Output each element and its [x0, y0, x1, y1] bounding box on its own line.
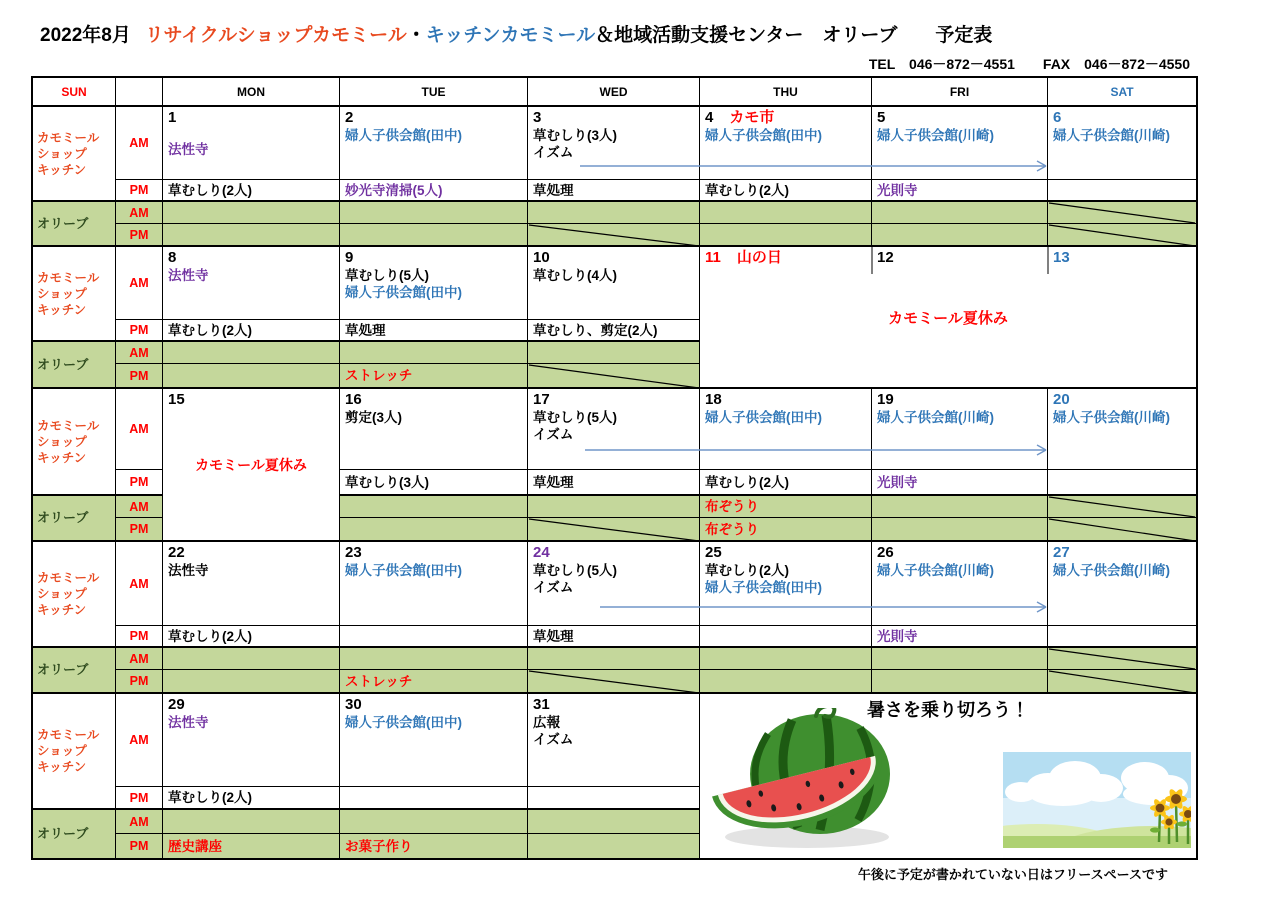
day-4-pm-cell: [700, 180, 872, 202]
summer-break-merged-cell: [700, 247, 1196, 389]
day-number-13: 13: [1053, 249, 1070, 266]
day-23-pm-cell: [340, 626, 528, 648]
am-row-label: AM: [116, 694, 163, 787]
opm-row-label: PM: [116, 224, 163, 247]
sunflower-field-illustration: [1003, 752, 1191, 848]
contact-phone-fax: TEL 046－872－4551 FAX 046－872－4550: [868, 56, 1190, 72]
day-17-olive-pm-cell: [528, 518, 700, 542]
day-23-olive-am-cell: [340, 648, 528, 670]
day-9-am-cell: [340, 247, 528, 320]
day-number-15: 15: [168, 391, 185, 408]
event-entry: 婦人子供会館(川崎): [877, 410, 994, 425]
monday-summer-break-merged-cell: [163, 389, 340, 542]
day-10-olive-am-cell: [528, 342, 700, 364]
day-number-31: 31: [533, 696, 550, 713]
day-30-pm-cell: [340, 787, 528, 810]
day-10-pm-cell: [528, 320, 700, 342]
kamomile-label-line: カモミール: [37, 728, 100, 742]
pm-row-label: PM: [116, 470, 163, 496]
day-number-3: 3: [533, 109, 542, 126]
day-1-olive-pm-cell: [163, 224, 340, 247]
day-18-olive-am-cell: [700, 496, 872, 518]
event-entry: 剪定(3人): [345, 410, 402, 425]
day-5-pm-cell: [872, 180, 1048, 202]
header-SUN: SUN: [33, 78, 116, 107]
am-row-label: AM: [116, 389, 163, 470]
day-3-olive-am-cell: [528, 202, 700, 224]
event-entry: 布ぞうり: [705, 521, 759, 537]
event-entry: 婦人子供会館(田中): [345, 128, 462, 143]
day-5-olive-am-cell: [872, 202, 1048, 224]
day-2-olive-am-cell: [340, 202, 528, 224]
day-18-pm-cell: [700, 470, 872, 496]
kamomile-group-label: [33, 247, 116, 342]
kamomile-label-line: キッチン: [37, 760, 87, 774]
event-entry: 草むしり(5人): [533, 410, 617, 425]
event-entry: 草むしり(2人): [705, 563, 789, 578]
title-month: 2022年8月: [40, 25, 131, 46]
day-29-pm-cell: [163, 787, 340, 810]
title-shop-name: リサイクルショップカモミール: [144, 25, 407, 46]
header-TUE: TUE: [340, 78, 528, 107]
event-entry: 草むしり(2人): [168, 182, 252, 198]
day-24-pm-cell: [528, 626, 700, 648]
day-number-16: 16: [345, 391, 362, 408]
event-entry: 婦人子供会館(川崎): [1053, 128, 1170, 143]
event-entry: 婦人子供会館(田中): [705, 580, 822, 595]
day-number-9: 9: [345, 249, 354, 266]
header-ampm-column: [116, 78, 163, 107]
day-number-23: 23: [345, 544, 362, 561]
day-number-6: 6: [1053, 109, 1062, 126]
day-16-pm-cell: [340, 470, 528, 496]
event-entry: 法性寺: [168, 715, 209, 730]
day-18-am-cell: [700, 389, 872, 470]
kamomile-group-label: [33, 542, 116, 648]
event-entry: 婦人子供会館(川崎): [1053, 563, 1170, 578]
event-entry: 婦人子供会館(田中): [705, 410, 822, 425]
day-2-am-cell: [340, 107, 528, 180]
day-23-olive-pm-cell: [340, 670, 528, 694]
day-10-olive-pm-cell: [528, 364, 700, 389]
header-FRI: FRI: [872, 78, 1048, 107]
day-number-11: 11 山の日: [705, 249, 782, 266]
kamomile-label-line: カモミール: [37, 270, 100, 285]
event-entry: 布ぞうり: [705, 499, 759, 514]
holiday-label: 山の日: [736, 249, 782, 266]
opm-row-label: PM: [116, 670, 163, 694]
day-9-olive-am-cell: [340, 342, 528, 364]
day-number-8: 8: [168, 249, 177, 266]
day-number-17: 17: [533, 391, 550, 408]
event-entry: 草むしり(2人): [168, 322, 252, 338]
olive-group-label: オリーブ: [33, 810, 116, 858]
day-17-pm-cell: [528, 470, 700, 496]
event-entry: ストレッチ: [345, 673, 413, 689]
day-1-pm-cell: [163, 180, 340, 202]
day-23-am-cell: [340, 542, 528, 626]
kamomile-group-label: [33, 107, 116, 202]
day-number-2: 2: [345, 109, 354, 126]
banner-merged-cell: [700, 694, 1196, 858]
holiday-label: カモ市: [729, 109, 775, 126]
day-number-19: 19: [877, 391, 894, 408]
day-19-olive-pm-cell: [872, 518, 1048, 542]
day-31-am-cell: [528, 694, 700, 787]
day-3-olive-pm-cell: [528, 224, 700, 247]
event-entry: ストレッチ: [345, 368, 413, 383]
event-entry: 婦人子供会館(川崎): [877, 563, 994, 578]
event-entry: 婦人子供会館(川崎): [1053, 410, 1170, 425]
event-entry: 草むしり(2人): [705, 474, 789, 490]
header-THU: THU: [700, 78, 872, 107]
kamomile-label-line: ショップ: [37, 146, 87, 161]
footer-note: 午後に予定が書かれていない日はフリースペースです: [857, 867, 1168, 882]
oam-row-label: AM: [116, 810, 163, 834]
event-entry: 草むしり(4人): [533, 268, 617, 283]
day-number-4: 4 カモ市: [705, 109, 775, 126]
event-entry: 法性寺: [168, 142, 209, 157]
day-31-olive-am-cell: [528, 810, 700, 834]
pm-row-label: PM: [116, 180, 163, 202]
day-6-pm-cell: [1048, 180, 1196, 202]
day-6-olive-pm-cell: [1048, 224, 1196, 247]
day-27-am-cell: [1048, 542, 1196, 626]
day-24-am-cell: [528, 542, 700, 626]
day-9-olive-pm-cell: [340, 364, 528, 389]
page-title: [40, 20, 992, 47]
header-WED: WED: [528, 78, 700, 107]
day-26-pm-cell: [872, 626, 1048, 648]
day-number-26: 26: [877, 544, 894, 561]
event-entry: 草処理: [533, 628, 574, 644]
event-entry: 法性寺: [168, 563, 209, 578]
event-entry: 草むしり(2人): [168, 790, 252, 805]
oam-row-label: AM: [116, 496, 163, 518]
olive-group-label: オリーブ: [33, 496, 116, 542]
am-row-label: AM: [116, 542, 163, 626]
day-16-olive-am-cell: [340, 496, 528, 518]
event-entry: イズム: [533, 427, 574, 442]
day-8-olive-am-cell: [163, 342, 340, 364]
opm-row-label: PM: [116, 364, 163, 389]
day-30-olive-am-cell: [340, 810, 528, 834]
day-26-olive-am-cell: [872, 648, 1048, 670]
day-16-am-cell: [340, 389, 528, 470]
day-22-am-cell: [163, 542, 340, 626]
day-8-pm-cell: [163, 320, 340, 342]
day-number-5: 5: [877, 109, 886, 126]
day-number-20: 20: [1053, 391, 1070, 408]
kamomile-label-line: カモミール: [37, 571, 100, 585]
day-22-olive-am-cell: [163, 648, 340, 670]
day-2-pm-cell: [340, 180, 528, 202]
event-entry: 草むしり(5人): [345, 268, 429, 283]
day-31-pm-cell: [528, 787, 700, 810]
event-entry: イズム: [533, 145, 574, 160]
day-27-olive-am-cell: [1048, 648, 1196, 670]
day-number-30: 30: [345, 696, 362, 713]
event-entry: 歴史講座: [168, 838, 222, 854]
day-9-pm-cell: [340, 320, 528, 342]
day-3-am-cell: [528, 107, 700, 180]
event-entry: 婦人子供会館(田中): [345, 715, 462, 730]
day-number-1: 1: [168, 109, 177, 126]
day-4-olive-pm-cell: [700, 224, 872, 247]
event-entry: 広報: [533, 715, 560, 730]
day-24-olive-am-cell: [528, 648, 700, 670]
oam-row-label: AM: [116, 342, 163, 364]
day-19-olive-am-cell: [872, 496, 1048, 518]
day-20-pm-cell: [1048, 470, 1196, 496]
event-entry: 草むしり(5人): [533, 563, 617, 578]
day-31-olive-pm-cell: [528, 834, 700, 858]
day-number-29: 29: [168, 696, 185, 713]
day-5-olive-pm-cell: [872, 224, 1048, 247]
day-30-olive-pm-cell: [340, 834, 528, 858]
kamomile-group-label: [33, 694, 116, 810]
day-25-pm-cell: [700, 626, 872, 648]
am-row-label: AM: [116, 107, 163, 180]
day-29-am-cell: [163, 694, 340, 787]
event-entry: 草むしり(2人): [705, 182, 789, 198]
summer-break-text: カモミール夏休み: [195, 456, 307, 473]
day-22-pm-cell: [163, 626, 340, 648]
day-20-olive-pm-cell: [1048, 518, 1196, 542]
event-entry: 婦人子供会館(田中): [345, 285, 462, 300]
event-entry: 光則寺: [877, 182, 918, 198]
event-entry: 草処理: [533, 182, 574, 198]
event-entry: 妙光寺清掃(5人): [345, 182, 443, 198]
opm-row-label: PM: [116, 834, 163, 858]
kamomile-label-line: キッチン: [37, 302, 87, 317]
kamomile-label-line: ショップ: [37, 744, 87, 758]
kamomile-label-line: キッチン: [37, 162, 87, 177]
pm-row-label: PM: [116, 626, 163, 648]
oam-row-label: AM: [116, 202, 163, 224]
title-kitchen-name: キッチンカモミール: [425, 25, 596, 46]
header-SAT: SAT: [1048, 78, 1196, 107]
day-24-olive-pm-cell: [528, 670, 700, 694]
day-5-am-cell: [872, 107, 1048, 180]
day-19-pm-cell: [872, 470, 1048, 496]
event-entry: 婦人子供会館(田中): [705, 128, 822, 143]
event-entry: 光則寺: [877, 474, 918, 490]
event-entry: 草処理: [533, 474, 574, 490]
kamomile-group-label: [33, 389, 116, 496]
day-4-am-cell: [700, 107, 872, 180]
day-16-olive-pm-cell: [340, 518, 528, 542]
pm-row-label: PM: [116, 787, 163, 810]
day-2-olive-pm-cell: [340, 224, 528, 247]
oam-row-label: AM: [116, 648, 163, 670]
day-19-am-cell: [872, 389, 1048, 470]
event-entry: 草むしり(3人): [533, 128, 617, 143]
day-26-am-cell: [872, 542, 1048, 626]
day-10-am-cell: [528, 247, 700, 320]
kamomile-label-line: ショップ: [37, 434, 87, 449]
day-20-am-cell: [1048, 389, 1196, 470]
event-entry: イズム: [533, 732, 574, 747]
kamomile-label-line: ショップ: [37, 587, 87, 601]
pm-row-label: PM: [116, 320, 163, 342]
olive-group-label: オリーブ: [33, 202, 116, 247]
day-6-am-cell: [1048, 107, 1196, 180]
schedule-table: [31, 76, 1198, 860]
day-number-10: 10: [533, 249, 550, 266]
day-4-olive-am-cell: [700, 202, 872, 224]
day-number-22: 22: [168, 544, 185, 561]
day-20-olive-am-cell: [1048, 496, 1196, 518]
opm-row-label: PM: [116, 518, 163, 542]
olive-group-label: オリーブ: [33, 648, 116, 694]
day-26-olive-pm-cell: [872, 670, 1048, 694]
day-6-olive-am-cell: [1048, 202, 1196, 224]
header-MON: MON: [163, 78, 340, 107]
day-number-18: 18: [705, 391, 722, 408]
day-17-olive-am-cell: [528, 496, 700, 518]
day-number-12: 12: [877, 249, 894, 266]
day-number-24: 24: [533, 544, 550, 561]
day-number-27: 27: [1053, 544, 1070, 561]
summer-break-text: カモミール夏休み: [888, 309, 1008, 327]
day-22-olive-pm-cell: [163, 670, 340, 694]
title-separator: ・: [406, 25, 426, 46]
olive-group-label: オリーブ: [33, 342, 116, 389]
event-entry: 草むしり(3人): [345, 474, 429, 490]
day-8-olive-pm-cell: [163, 364, 340, 389]
day-29-olive-am-cell: [163, 810, 340, 834]
event-entry: 婦人子供会館(田中): [345, 563, 462, 578]
day-25-olive-pm-cell: [700, 670, 872, 694]
event-entry: イズム: [533, 580, 574, 595]
day-1-olive-am-cell: [163, 202, 340, 224]
event-entry: 草処理: [345, 322, 386, 338]
kamomile-label-line: カモミール: [37, 130, 100, 145]
event-entry: お菓子作り: [345, 838, 413, 854]
title-suffix: ＆地域活動支援センター オリーブ 予定表: [595, 25, 993, 46]
kamomile-label-line: キッチン: [37, 603, 87, 617]
event-entry: 草むしり、剪定(2人): [533, 322, 658, 338]
kamomile-label-line: キッチン: [37, 450, 87, 465]
day-1-am-cell: [163, 107, 340, 180]
day-number-25: 25: [705, 544, 722, 561]
event-entry: 婦人子供会館(川崎): [877, 128, 994, 143]
event-entry: 法性寺: [168, 268, 209, 283]
day-18-olive-pm-cell: [700, 518, 872, 542]
day-27-olive-pm-cell: [1048, 670, 1196, 694]
day-8-am-cell: [163, 247, 340, 320]
day-3-pm-cell: [528, 180, 700, 202]
day-25-am-cell: [700, 542, 872, 626]
banner-text: 暑さを乗り切ろう！: [867, 700, 1029, 720]
kamomile-label-line: カモミール: [37, 418, 100, 433]
day-30-am-cell: [340, 694, 528, 787]
kamomile-label-line: ショップ: [37, 286, 87, 301]
event-entry: 草むしり(2人): [168, 628, 252, 644]
am-row-label: AM: [116, 247, 163, 320]
day-25-olive-am-cell: [700, 648, 872, 670]
day-27-pm-cell: [1048, 626, 1196, 648]
day-29-olive-pm-cell: [163, 834, 340, 858]
watermelon-illustration: [712, 708, 898, 852]
day-17-am-cell: [528, 389, 700, 470]
event-entry: 光則寺: [877, 628, 918, 644]
